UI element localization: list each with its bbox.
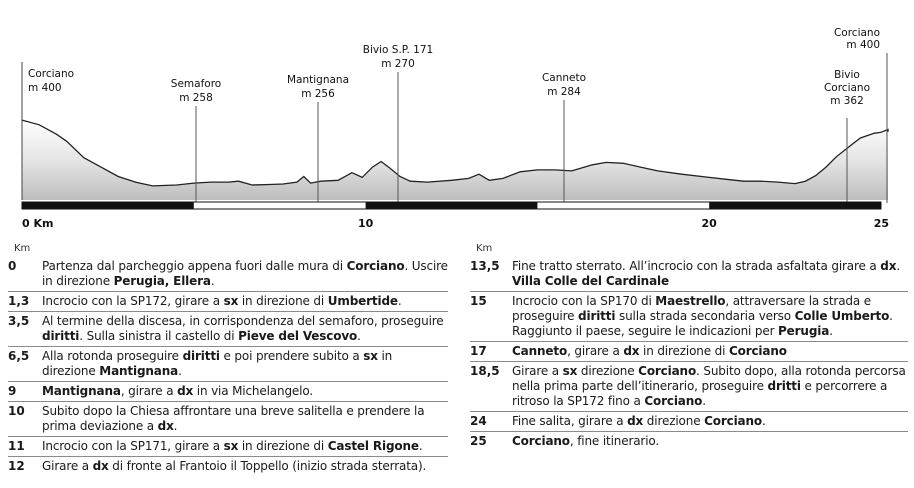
waypoint-name: Corciano xyxy=(833,27,880,39)
direction-text: Fine tratto sterrato. All’incrocio con la strada asfaltata girare a dx. Villa Colle del Cardinale xyxy=(512,259,900,288)
waypoint-name: Mantignana xyxy=(286,74,350,86)
direction-text: Corciano, fine itinerario. xyxy=(512,434,660,448)
direction-text: Incrocio con la SP170 di Maestrello, attraversare la strada e proseguire diritti sulla strada secondaria verso Colle Umberto. Raggiunto il paese, seguire le indicazioni per Perugia. xyxy=(512,294,893,338)
km-value: 25 xyxy=(470,434,487,448)
waypoint-altitude: m 400 xyxy=(846,39,880,51)
direction-text: Mantignana, girare a dx in via Michelangelo. xyxy=(42,384,313,398)
itinerary-right-column xyxy=(470,241,908,451)
direction-text: Fine salita, girare a dx direzione Corciano. xyxy=(512,414,766,428)
itinerary-row xyxy=(8,257,448,292)
waypoint-altitude: m 256 xyxy=(301,88,335,100)
itinerary-row xyxy=(8,312,448,347)
waypoint-name: Corciano xyxy=(823,82,871,94)
km-value: 24 xyxy=(470,414,487,428)
itinerary-row xyxy=(470,362,908,412)
km-value: 9 xyxy=(8,384,17,398)
km-scale-segment xyxy=(366,202,538,209)
km-column-header: Km xyxy=(476,243,493,254)
waypoint-name: Bivio xyxy=(834,69,860,81)
km-value: 17 xyxy=(470,344,487,358)
direction-text: Incrocio con la SP171, girare a sx in direzione di Castel Rigone. xyxy=(42,439,423,453)
direction-text: Incrocio con la SP172, girare a sx in direzione di Umbertide. xyxy=(42,294,402,308)
itinerary-row xyxy=(470,342,908,362)
itinerary-row xyxy=(470,412,908,432)
km-scale-segment xyxy=(22,202,194,209)
km-value: 18,5 xyxy=(470,364,500,378)
km-tick-label: 25 xyxy=(873,217,889,230)
itinerary-row xyxy=(8,382,448,402)
km-column-header: Km xyxy=(14,243,31,254)
direction-text: Alla rotonda proseguire diritti e poi prendere subito a sx in direzione Mantignana. xyxy=(42,349,393,378)
profile-line xyxy=(22,120,888,186)
km-value: 12 xyxy=(8,459,25,473)
km-value: 6,5 xyxy=(8,349,30,363)
km-value: 1,3 xyxy=(8,294,30,308)
km-value: 13,5 xyxy=(470,259,500,273)
km-value: 15 xyxy=(470,294,487,308)
km-value: 3,5 xyxy=(8,314,30,328)
waypoint-name: Canneto xyxy=(541,72,587,84)
itinerary-row xyxy=(8,347,448,382)
itinerary-row xyxy=(8,292,448,312)
waypoint-marker xyxy=(28,68,74,94)
km-scale-segment xyxy=(709,202,881,209)
waypoint-altitude: m 362 xyxy=(830,95,864,107)
itinerary-row xyxy=(470,432,908,451)
itinerary-left-column xyxy=(8,241,448,476)
direction-text: Girare a sx direzione Corciano. Subito dopo, alla rotonda percorsa nella prima parte dell’itinerario, proseguire dritti e percorrere a ritroso la SP172 fino a Corciano. xyxy=(512,364,906,408)
waypoint-altitude: m 258 xyxy=(179,92,213,104)
direction-text: Subito dopo la Chiesa affrontare una breve salitella e prendere la prima deviazione a dx. xyxy=(42,404,425,433)
itinerary-row xyxy=(470,257,908,292)
km-value: 10 xyxy=(8,404,25,418)
direction-text: Girare a dx di fronte al Frantoio il Toppello (inizio strada sterrata). xyxy=(42,459,427,473)
elevation-profile-chart xyxy=(0,0,914,240)
waypoint-altitude: m 400 xyxy=(28,82,62,94)
km-tick-label: 0 Km xyxy=(22,217,54,230)
waypoint-altitude: m 284 xyxy=(547,86,581,98)
km-value: 11 xyxy=(8,439,25,453)
direction-text: Canneto, girare a dx in direzione di Corciano xyxy=(512,344,787,358)
km-tick-label: 10 xyxy=(357,217,374,230)
itinerary-row xyxy=(8,402,448,437)
km-tick-label: 20 xyxy=(701,217,717,230)
waypoint-altitude: m 270 xyxy=(381,58,415,70)
direction-text: Partenza dal parcheggio appena fuori dalle mura di Corciano. Uscire in direzione Perugia, Ellera. xyxy=(42,259,448,288)
itinerary-row xyxy=(8,457,448,476)
waypoint-name: Semaforo xyxy=(170,78,222,90)
itinerary-row xyxy=(8,437,448,457)
direction-text: Al termine della discesa, in corrispondenza del semaforo, proseguire diritti. Sulla sinistra il castello di Pieve del Vescovo. xyxy=(42,314,444,343)
itinerary-row xyxy=(470,292,908,342)
waypoint-name: Bivio S.P. 171 xyxy=(362,44,434,56)
km-value: 0 xyxy=(8,259,17,273)
profile-area xyxy=(22,120,888,200)
waypoint-name: Corciano xyxy=(28,68,75,80)
